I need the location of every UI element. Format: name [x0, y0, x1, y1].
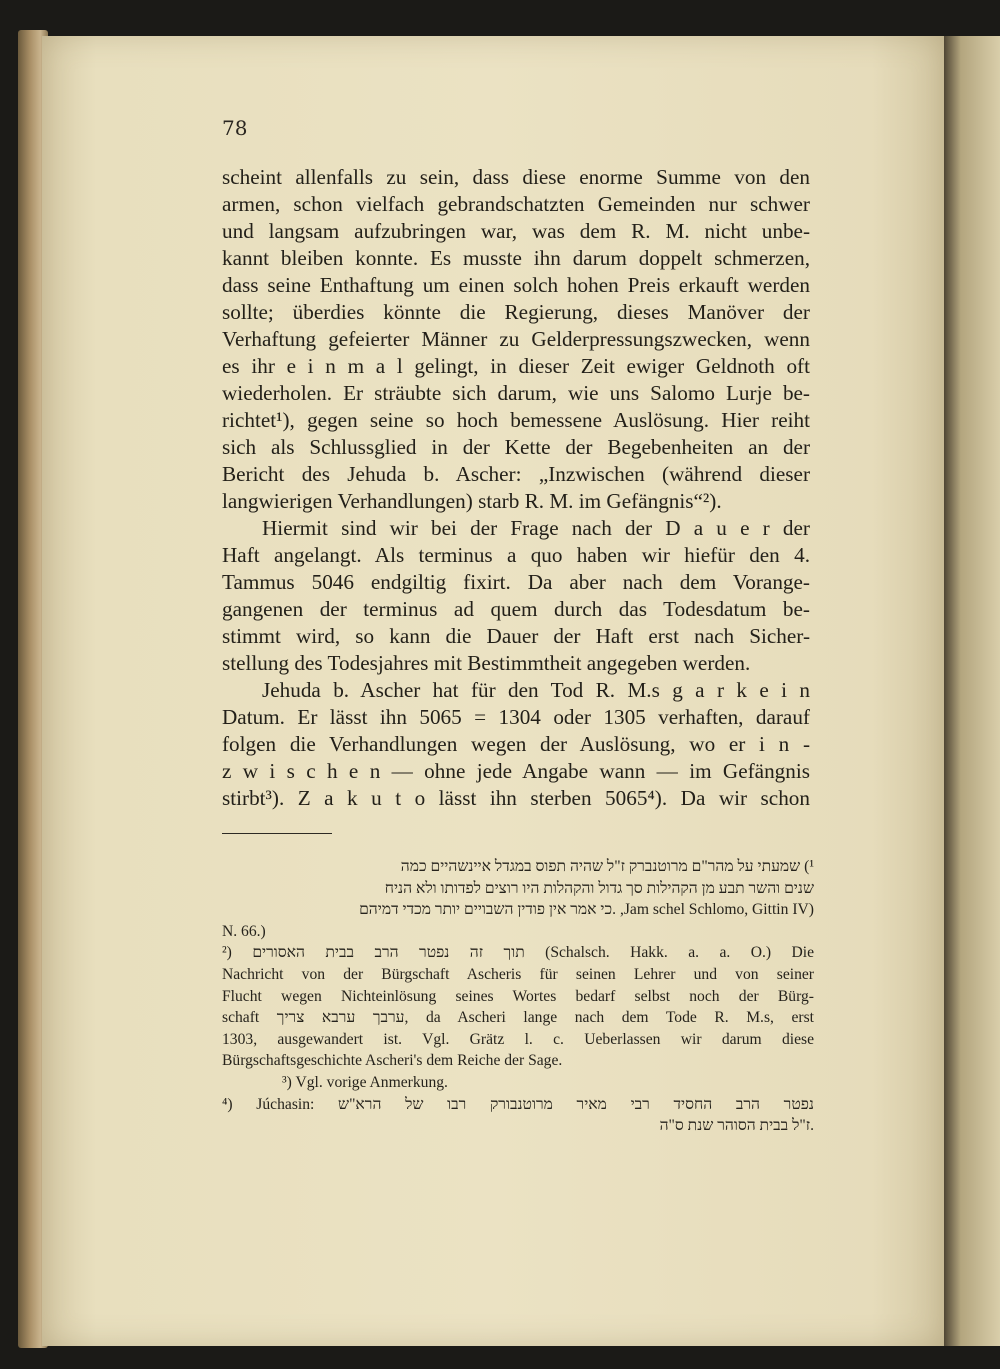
body-line: wiederholen. Er sträubte sich darum, wie uns Salomo Lurje be-: [222, 381, 810, 405]
footnote-line: ³) Vgl. vorige Anmerkung.: [282, 1073, 448, 1091]
body-line: z w i s c h e n — ohne jede Angabe wann — im Gefängnis: [222, 759, 810, 783]
footnote-line: ²) תוך זה נפטר הרב בבית האסורים (Schalsch. Hakk. a. a. O.) Die: [222, 944, 814, 962]
footnotes: [222, 856, 814, 1137]
body-line: scheint allenfalls zu sein, dass diese enorme Summe von den: [222, 165, 810, 189]
footnote-line: Nachricht von der Bürgschaft Ascheris für seinen Lehrer und von seiner: [222, 965, 814, 983]
footnote-line: (Jam schel Schlomo, Gittin IV, .כי אמר אין פודין השבויים יותר מכדי דמיהם: [359, 901, 814, 919]
footnote-line: Bürgschaftsgeschichte Ascheri's dem Reiche der Sage.: [222, 1052, 563, 1070]
body-line: folgen die Verhandlungen wegen der Auslösung, wo er i n -: [222, 732, 810, 756]
body-line: kannt bleiben konnte. Es musste ihn darum doppelt schmerzen,: [222, 246, 810, 270]
body-line: richtet¹), gegen seine so hoch bemessene Auslösung. Hier reiht: [222, 408, 810, 432]
body-line: langwierigen Verhandlungen) starb R. M. im Gefängnis“²).: [222, 489, 722, 513]
footnote-line: ⁴) Júchasin: נפטר הרב החסיד רבי מאיר מרוטנבורק רבו של הרא"ש: [222, 1095, 814, 1113]
body-text: [222, 164, 810, 812]
footnote-line: Flucht wegen Nichteinlösung seines Wortes bedarf selbst noch der Bürg-: [222, 987, 814, 1005]
body-line: Tammus 5046 endgiltig fixirt. Da aber nach dem Vorange-: [222, 570, 810, 594]
body-line: Datum. Er lässt ihn 5065 = 1304 oder 1305 verhaften, darauf: [222, 705, 810, 729]
body-line: Haft angelangt. Als terminus a quo haben wir hiefür den 4.: [222, 543, 810, 567]
footnote-line: שנים והשר תבע מן הקהילות סך גדול והקהלות היו רוצים לפדותו ולא הניח: [384, 879, 814, 897]
body-line: gangenen der terminus ad quem durch das Todesdatum be-: [222, 597, 810, 621]
footnote-separator: [222, 833, 332, 834]
body-line: stirbt³). Z a k u t o lässt ihn sterben 5065⁴). Da wir schon: [222, 786, 810, 810]
body-line: sich als Schlussglied in der Kette der Begebenheiten an der: [222, 435, 810, 459]
body-line: armen, schon vielfach gebrandschatzten Gemeinden nur schwer: [222, 192, 810, 216]
footnote-line: .ז"ל בבית הסוהר שנת ס"ה: [659, 1117, 814, 1135]
body-line: Jehuda b. Ascher hat für den Tod R. M.s g a r k e i n: [262, 678, 810, 702]
body-line: Verhaftung gefeierter Männer zu Gelderpressungszwecken, wenn: [222, 327, 810, 351]
facing-page-edge: [944, 36, 1000, 1346]
body-line: es ihr e i n m a l gelingt, in dieser Zeit ewiger Geldnoth oft: [222, 354, 810, 378]
footnote-line: N. 66.): [222, 922, 266, 940]
body-line: Hiermit sind wir bei der Frage nach der D a u e r der: [262, 516, 810, 540]
body-line: Bericht des Jehuda b. Ascher: „Inzwischen (während dieser: [222, 462, 810, 486]
footnote-line: schaft ערבך ערבא צריך, da Ascheri lange nach dem Tode R. M.s, erst: [222, 1009, 814, 1027]
footnote-line: 1303, ausgewandert ist. Vgl. Grätz l. c. Ueberlassen wir darum diese: [222, 1030, 814, 1048]
body-line: dass seine Enthaftung um einen solch hohen Preis erkauft werden: [222, 273, 810, 297]
footnote-line: ¹) שמעתי על מהר"ם מרוטנברק ז"ל שהיה תפוס במגדל איינשהיים כמה: [400, 858, 814, 875]
body-line: und langsam aufzubringen war, was dem R. M. nicht unbe-: [222, 219, 810, 243]
body-line: stellung des Todesjahres mit Bestimmtheit angegeben werden.: [222, 651, 751, 675]
page-number: 78: [222, 116, 248, 140]
body-line: stimmt wird, so kann die Dauer der Haft erst nach Sicher-: [222, 624, 810, 648]
body-line: sollte; überdies könnte die Regierung, dieses Manöver der: [222, 300, 810, 324]
